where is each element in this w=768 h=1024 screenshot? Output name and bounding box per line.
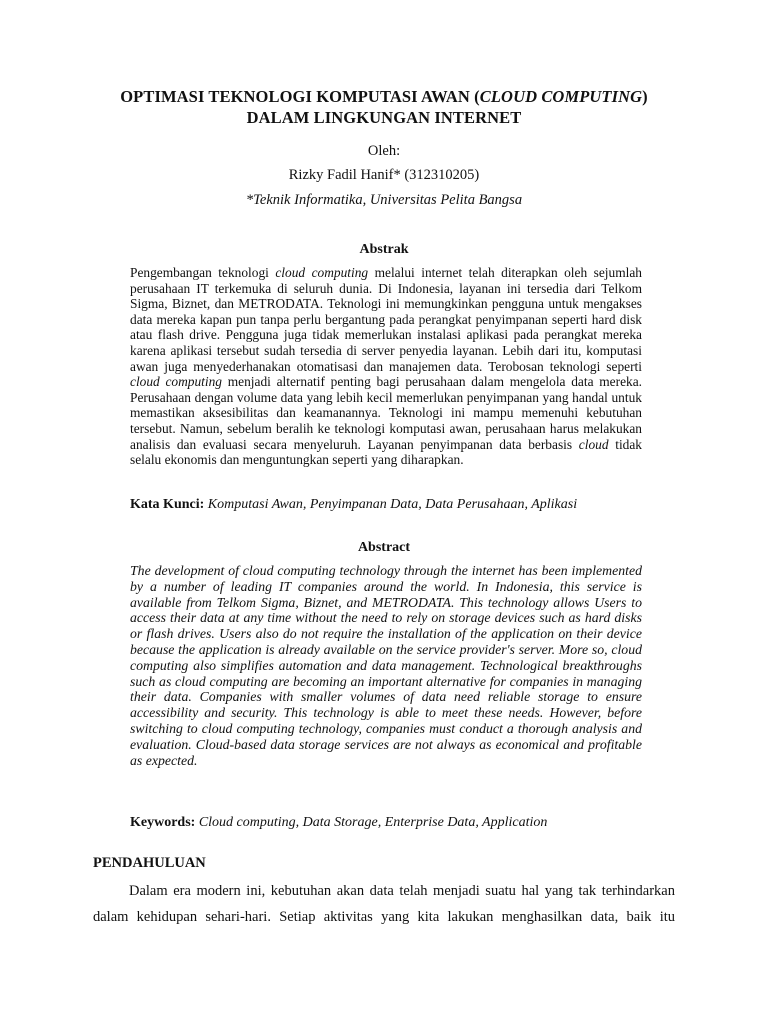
abstract-heading: Abstract [357, 540, 411, 555]
abstrak-text-1: Pengembangan teknologi [130, 265, 276, 280]
abstract-body: The development of cloud computing technology through the internet has been implemented by a number of leading IT companies around the world. In Indonesia, this service is available from Telkom Sigma, Biznet, and METRODATA. This technology allows Users to access their data at any time without the need to rely on storage devices such as hard disks or flash drives. Users also do not require the installation of the application on their device because the application is already available on the service provider's server. More so, cloud computing also simplifies automation and data management. Technological breakthroughs such as cloud computing are becoming an important alternative for companies in managing their data. Companies with smaller volumes of data need reliable storage to ensure accessibility and security. This technology is able to meet these needs. However, before switching to cloud computing technology, companies must conduct a thorough analysis and evaluation. Cloud-based data storage services are not always as economical and profitable as expected. [130, 563, 642, 768]
keywords-label: Keywords: [130, 815, 196, 830]
title-text-italic: CLOUD COMPUTING [479, 87, 643, 106]
kata-kunci-value: Komputasi Awan, Penyimpanan Data, Data Perusahaan, Aplikasi [204, 497, 578, 512]
title-line-1 [60, 86, 708, 107]
paper-title [60, 86, 708, 128]
abstrak-italic-3: cloud [578, 436, 609, 452]
abstrak-italic-2: cloud computing [130, 374, 223, 390]
affiliation-line: *Teknik Informatika, Universitas Pelita Bangsa [245, 192, 523, 208]
abstrak-text-4: tidak selalu ekonomis dan menguntungkan seperti yang diharapkan. [130, 436, 642, 468]
title-line-2: DALAM LINGKUNGAN INTERNET [246, 108, 522, 127]
kata-kunci-line [130, 496, 670, 514]
section-heading-pendahuluan: PENDAHULUAN [93, 855, 206, 871]
abstrak-italic-1: cloud computing [275, 265, 369, 280]
abstrak-text-3: menjadi alternatif penting bagi perusahaan dalam mengelola data mereka. Perusahaan dengan volume data yang lebih kecil memerlukan penyimpanan yang handal untuk memastikan aksesibilitas dan keamanannya. Teknologi ini mampu memenuhi kebutuhan tersebut. Namun, sebelum beralih ke teknologi komputasi awan, perusahaan harus melakukan analisis dan evaluasi secara menyeluruh. Layanan penyimpanan data berbasis [130, 374, 642, 452]
keywords-value: Cloud computing, Data Storage, Enterprise Data, Application [195, 815, 548, 830]
title-text-pre: OPTIMASI TEKNOLOGI KOMPUTASI AWAN ( [120, 87, 480, 106]
author-line: Rizky Fadil Hanif* (312310205) [288, 167, 480, 183]
intro-paragraph: Dalam era modern ini, kebutuhan akan data telah menjadi suatu hal yang tak terhindarkan dalam kehidupan sehari-hari. Setiap aktivitas yang kita lakukan menghasilkan data, baik itu [93, 883, 675, 925]
abstrak-body [130, 265, 642, 468]
keywords-line [130, 814, 670, 832]
abstrak-text-2: melalui internet telah diterapkan oleh sejumlah perusahaan IT terkemuka di seluruh dunia. Di Indonesia, layanan ini tersedia dari Telkom Sigma, Biznet, dan METRODATA. Teknologi ini memungkinkan pengguna untuk mengakses data mereka kapan pun tanpa perlu bergantung pada perangkat penyimpanan seperti hard disk atau flash drive. Pengguna juga tidak memerlukan instalasi aplikasi pada perangkat mereka karena aplikasi tersebut sudah tersedia di server penyedia layanan. Lebih dari itu, komputasi awan juga menyederhanakan otomatisasi dan manajemen data. Terobosan teknologi seperti [130, 265, 642, 374]
by-label: Oleh: [367, 143, 401, 159]
abstrak-heading: Abstrak [359, 242, 409, 257]
title-text-post: ) [642, 87, 648, 106]
kata-kunci-label: Kata Kunci: [130, 497, 205, 512]
